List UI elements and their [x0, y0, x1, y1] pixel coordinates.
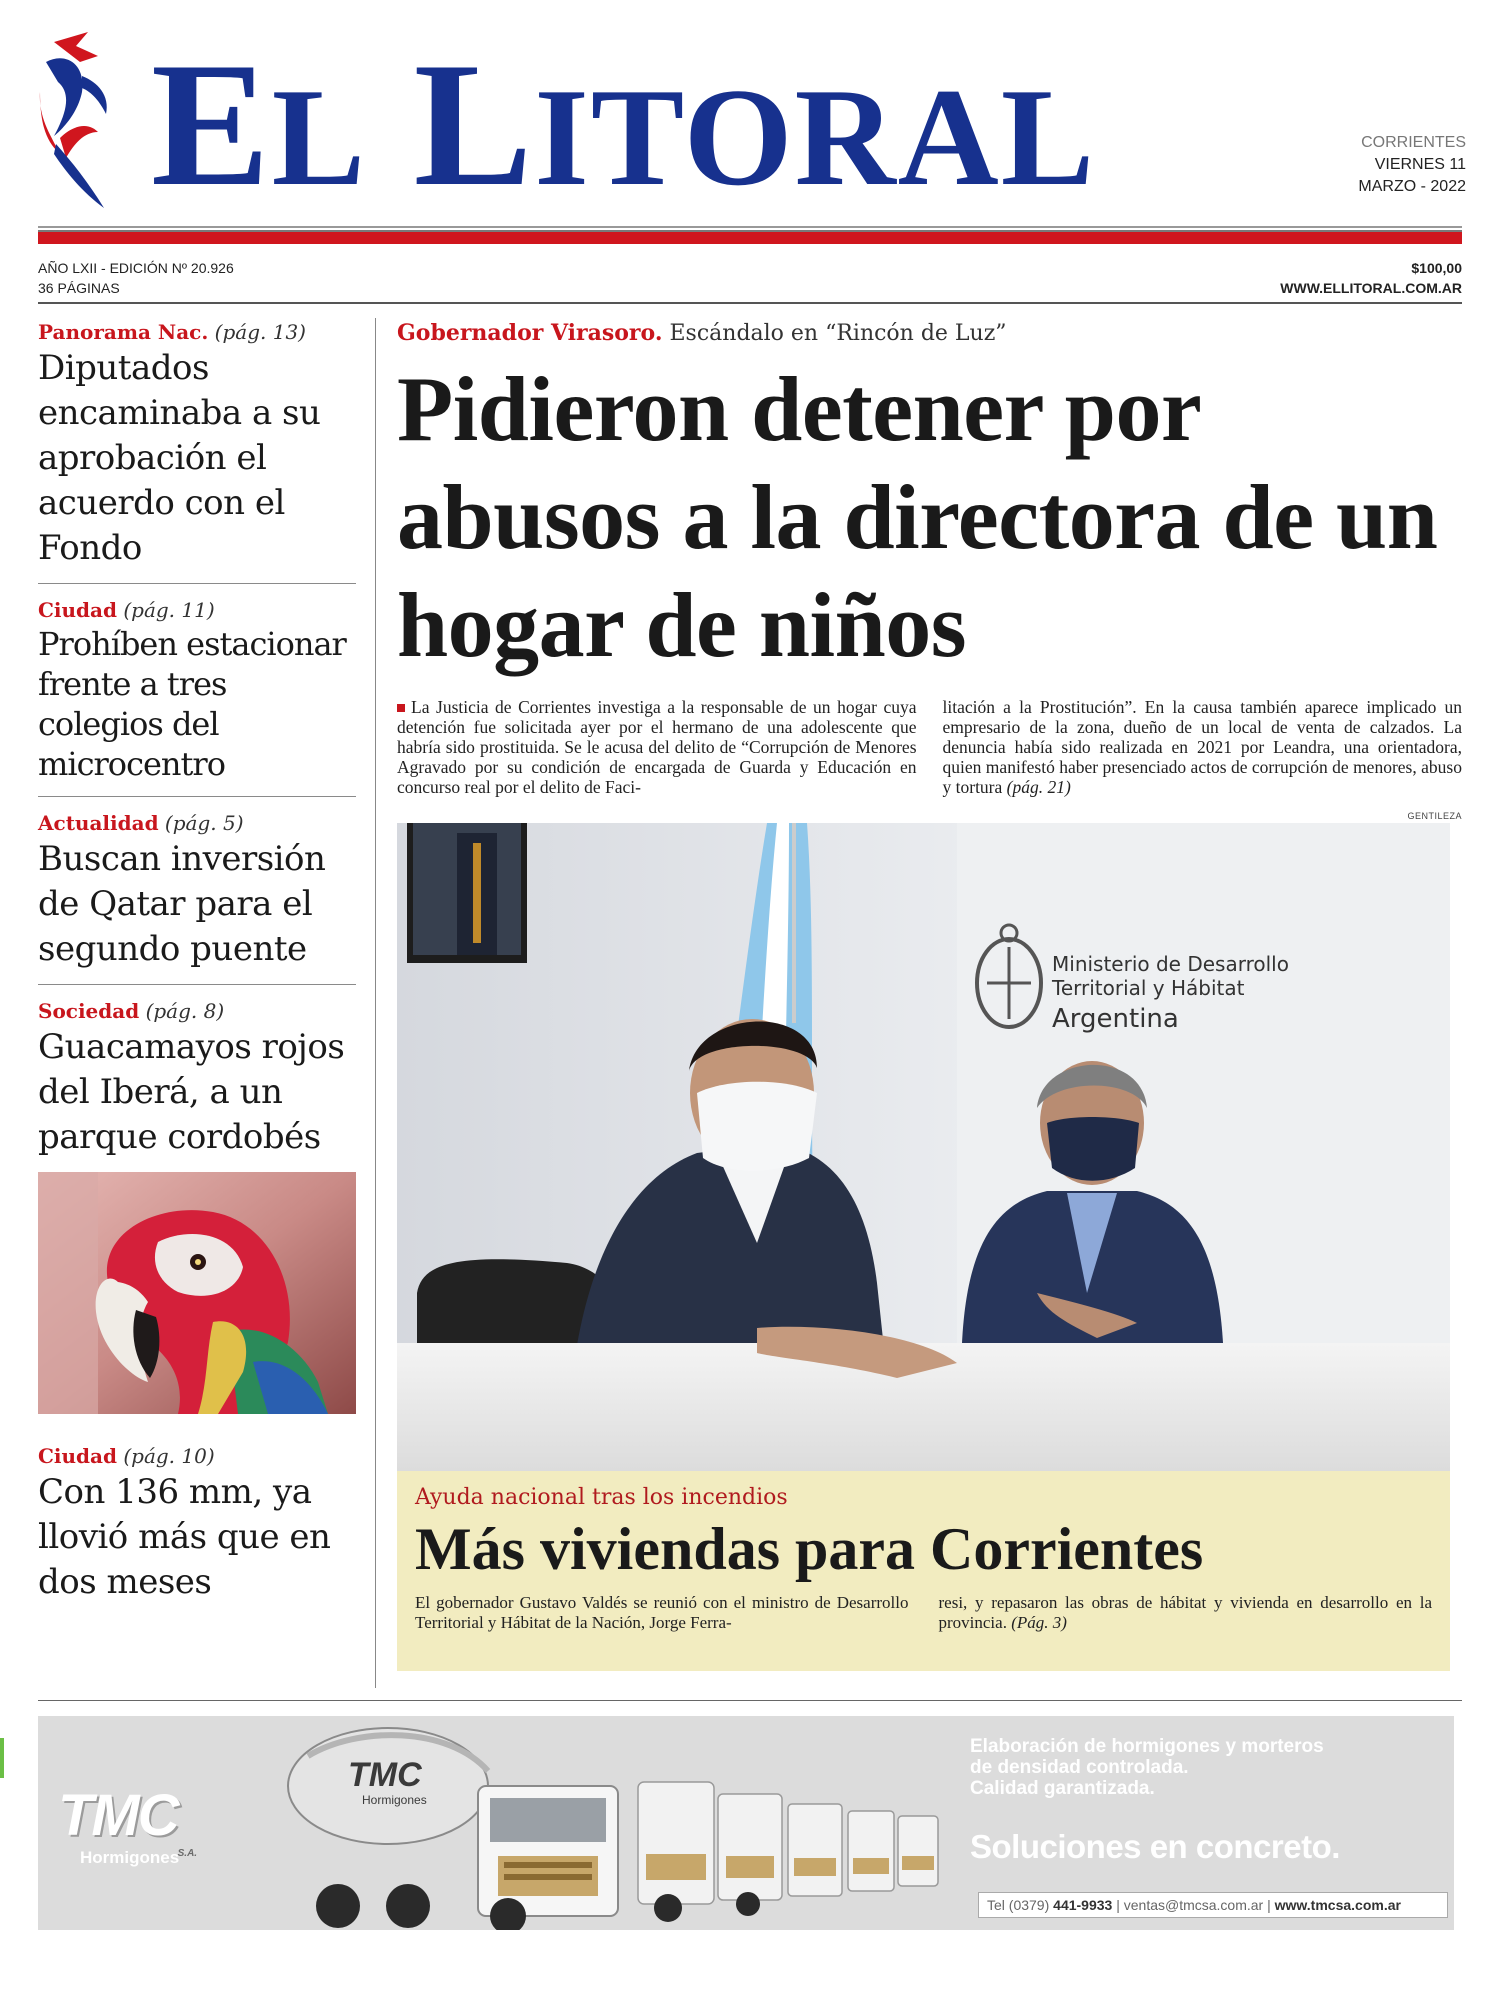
- header-divider: [38, 302, 1462, 304]
- brief-kicker: Ciudad (pág. 11): [38, 598, 215, 622]
- page-count: 36 PÁGINAS: [38, 280, 120, 296]
- margin-marker: [0, 1738, 4, 1778]
- caption-page-ref: (Pág. 3): [1011, 1613, 1067, 1632]
- truck-brand: TMC: [348, 1756, 422, 1794]
- truck-brand-sub: Hormigones: [362, 1793, 427, 1807]
- meeting-photo-image: [397, 823, 1450, 1471]
- lead-headline[interactable]: Pidieron detener por abusos a la directora de un hogar de niños: [397, 358, 1438, 676]
- masthead-rule-thin: [38, 226, 1462, 228]
- sign-line-2: Territorial y Hábitat: [1052, 976, 1245, 1000]
- brief-kicker: Actualidad (pág. 5): [38, 811, 244, 835]
- lead-body-col: litación a la Prostitución”. En la causa también aparece implicado un empresario de la zona, dueño de un local de venta de calzados. La denuncia había sido realizada en 2021 por Leandra, una orientadora, quien manifestó haber presenciado actos de corrupción de menores, abuso y tortura (pág. 21): [942, 697, 1462, 797]
- masthead-rule-red: [38, 230, 1462, 244]
- brief-headline: Buscan inversión de Qatar para el segundo puente: [38, 839, 326, 969]
- brief-headline: Prohíben estacionar frente a tres colegios del microcentro: [38, 625, 346, 783]
- main-column: [397, 318, 1462, 1671]
- column-divider: [375, 318, 376, 1688]
- ad-brand-sub: Hormigones: [80, 1848, 180, 1867]
- masthead: [36, 24, 1466, 224]
- caption-kicker: Ayuda nacional tras los incendios: [415, 1485, 788, 1510]
- caption-headline[interactable]: Más viviendas para Corrientes: [415, 1516, 1204, 1582]
- edition-info: [38, 258, 234, 298]
- weekday-label: VIERNES 11: [1374, 156, 1466, 173]
- lead-body: [397, 697, 1462, 797]
- masthead-date: [1358, 132, 1466, 198]
- ad-email[interactable]: | ventas@tmcsa.com.ar |: [1116, 1897, 1271, 1913]
- bullet-icon: [397, 704, 405, 712]
- ad-logo: [58, 1783, 268, 1868]
- parrot-photo[interactable]: [38, 1172, 356, 1414]
- ad-website[interactable]: www.tmcsa.com.ar: [1274, 1897, 1401, 1913]
- price: $100,00: [1411, 260, 1462, 276]
- lead-kicker: Gobernador Virasoro. Escándalo en “Rincón de Luz”: [397, 320, 1007, 346]
- photo-credit: GENTILEZA: [1407, 811, 1462, 821]
- newspaper-title: EL LITORAL: [151, 25, 1097, 223]
- caption-body: [415, 1593, 1432, 1633]
- caption-body-col: El gobernador Gustavo Valdés se reunió con el ministro de Desarrollo Territorial y Hábitat de la Nación, Jorge Ferra-: [415, 1593, 909, 1632]
- brief-item[interactable]: [38, 997, 356, 1160]
- logo-emblem-icon: [36, 32, 116, 212]
- city-label: CORRIENTES: [1361, 134, 1466, 151]
- brief-kicker: Panorama Nac. (pág. 13): [38, 320, 306, 344]
- ad-slogan: Soluciones en concreto.: [970, 1828, 1340, 1865]
- brief-kicker: Sociedad (pág. 8): [38, 999, 225, 1023]
- lead-page-ref: (pág. 21): [1006, 777, 1071, 797]
- issue-number: AÑO LXII - EDICIÓN Nº 20.926: [38, 260, 234, 276]
- price-info: [1280, 258, 1462, 298]
- month-year-label: MARZO - 2022: [1358, 178, 1466, 195]
- lead-body-col: La Justicia de Corrientes investiga a la responsable de un hogar cuya detención fue solicitada ayer por el hermano de una adolescente que habría sido prostituida. Se le acusa del delito de “Corrupción de Menores Agravado por su condición de encargada de Guarda y Educación en concurso real por el delito de Faci-: [397, 697, 917, 797]
- ad-contact-bar: Tel (0379) 441-9933 | ventas@tmcsa.com.ar | www.tmcsa.com.ar: [978, 1892, 1448, 1918]
- meeting-photo[interactable]: [397, 823, 1450, 1471]
- brief-headline: Con 136 mm, ya llovió más que en dos meses: [38, 1472, 331, 1602]
- brief-item[interactable]: [38, 596, 356, 797]
- brief-item[interactable]: [38, 1442, 356, 1617]
- advertisement[interactable]: [38, 1716, 1454, 1930]
- ad-brand: $TMC^{S.A.}$: [58, 1783, 198, 1859]
- brief-kicker: Ciudad (pág. 10): [38, 1444, 215, 1468]
- brief-item[interactable]: [38, 318, 356, 584]
- sign-line-3: Argentina: [1052, 1004, 1179, 1034]
- ad-phone[interactable]: 441-9933: [1053, 1897, 1113, 1913]
- feature-caption: [397, 1471, 1450, 1671]
- ad-divider: [38, 1700, 1462, 1701]
- sign-line-1: Ministerio de Desarrollo: [1052, 952, 1289, 976]
- brief-item[interactable]: [38, 809, 356, 985]
- caption-body-col: resi, y repasaron las obras de hábitat y vivienda en desarrollo en la provincia. (Pág. 3): [938, 1593, 1432, 1632]
- briefs-column: [38, 318, 356, 1629]
- brief-headline: Diputados encaminaba a su aprobación el acuerdo con el Fondo: [38, 348, 321, 568]
- brief-headline: Guacamayos rojos del Iberá, a un parque cordobés: [38, 1027, 345, 1157]
- website-link[interactable]: WWW.ELLITORAL.COM.AR: [1280, 280, 1462, 296]
- ad-tagline: Elaboración de hormigones y morteros de densidad controlada. Calidad garantizada.: [970, 1736, 1324, 1799]
- mixer-trucks-image: [278, 1716, 1038, 1930]
